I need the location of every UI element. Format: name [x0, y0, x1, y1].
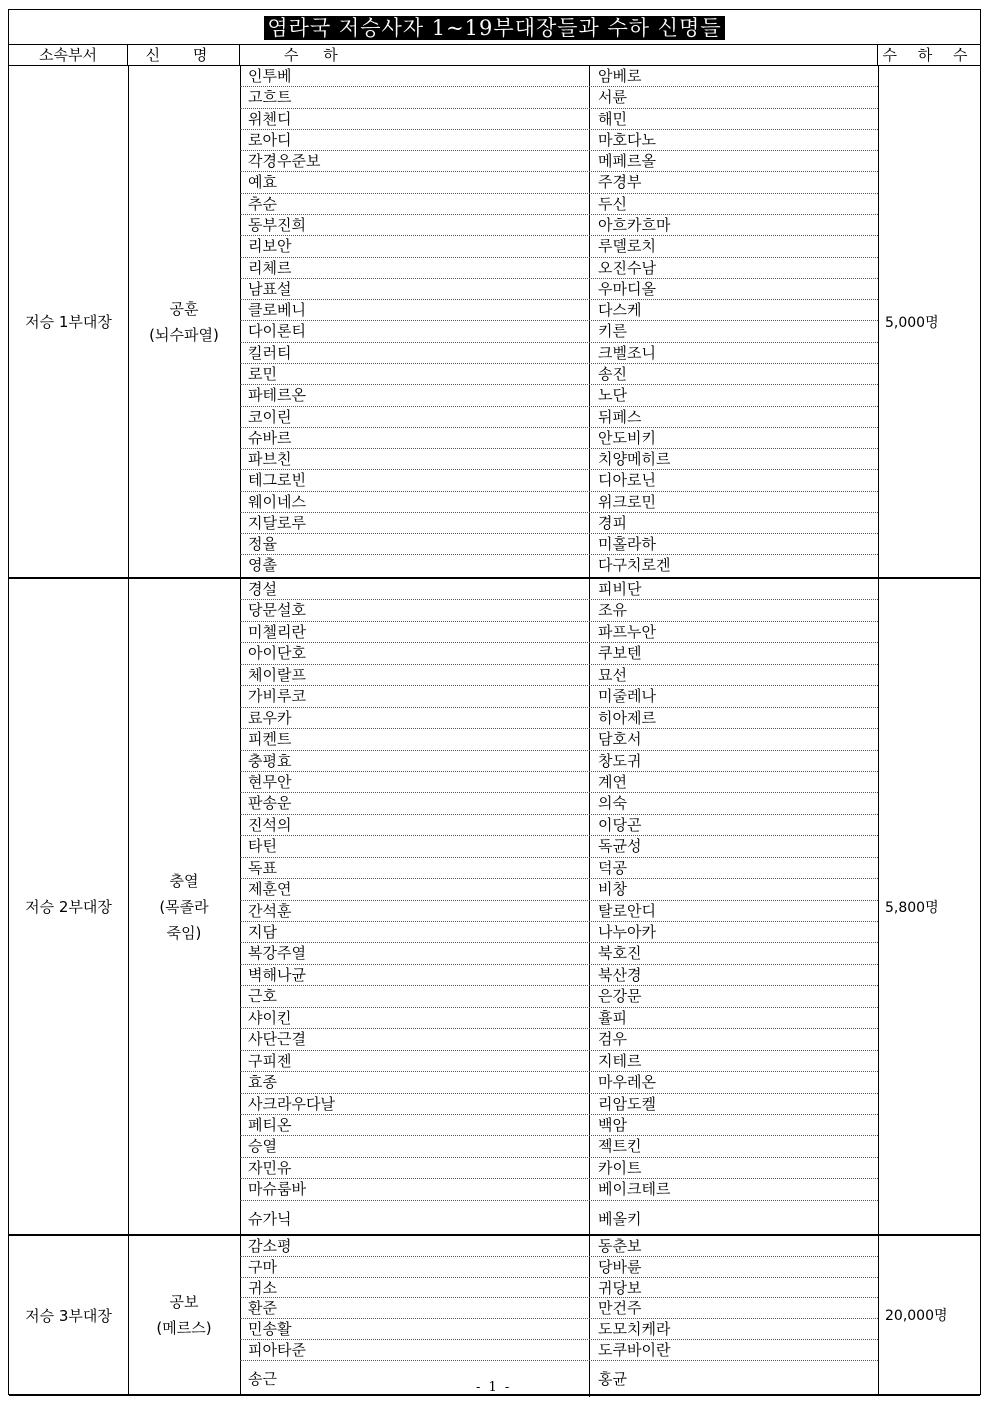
subordinate-name: 북산경 [589, 965, 641, 985]
subordinate-name: 나누아카 [589, 922, 656, 942]
subordinate-row [240, 364, 878, 385]
subordinate-name: 독균성 [589, 836, 641, 856]
subordinate-name: 이당곤 [589, 815, 641, 835]
subordinate-name: 복강주열 [248, 944, 306, 963]
subordinate-name: 리보안 [248, 237, 292, 256]
subordinate-row [240, 321, 878, 342]
god-description: (뇌수파열) [149, 325, 219, 344]
subordinate-row [240, 729, 878, 750]
unit-block [9, 579, 980, 1236]
subordinate-name: 민송활 [248, 1320, 292, 1339]
subordinate-name: 판송운 [248, 794, 292, 813]
subordinate-row [240, 1029, 878, 1050]
subordinate-name: 조유 [589, 600, 627, 620]
subordinate-name: 쿠보텐 [589, 643, 641, 663]
subordinate-name: 사단근결 [248, 1030, 306, 1049]
subordinate-row [240, 1136, 878, 1157]
subordinate-name: 마슈룸바 [248, 1180, 306, 1199]
subordinate-name: 예효 [248, 173, 277, 192]
subordinate-name: 탈로안디 [589, 901, 656, 921]
subordinate-name: 피켄트 [248, 730, 292, 749]
unit-block [9, 66, 980, 579]
subordinate-row [240, 901, 878, 922]
subordinate-name: 감소평 [248, 1237, 292, 1255]
subordinate-name: 덕공 [589, 858, 627, 878]
subordinate-row [240, 965, 878, 986]
subordinate-row [240, 1115, 878, 1136]
subordinate-name: 묘선 [589, 665, 627, 685]
subordinate-name: 사크라우다날 [248, 1094, 335, 1113]
document-sheet [8, 9, 981, 1395]
subordinate-row [240, 708, 878, 729]
subordinate-name: 승열 [248, 1137, 277, 1156]
subordinate-row [240, 385, 878, 406]
subordinate-name: 슈가닉 [248, 1209, 292, 1228]
subordinate-row [240, 686, 878, 707]
subordinate-name: 현무안 [248, 772, 292, 791]
subordinate-row [240, 194, 878, 215]
god-cell [128, 1236, 241, 1394]
god-name: 공보 [169, 1293, 199, 1311]
subordinate-row [240, 751, 878, 772]
subordinate-name: 담호서 [589, 729, 641, 749]
subordinate-name: 로민 [248, 364, 277, 383]
subordinate-name: 리체르 [248, 258, 292, 277]
god-cell [128, 66, 241, 577]
subordinate-name: 로아디 [248, 130, 292, 149]
unit-block [9, 1236, 980, 1396]
subordinate-row [240, 66, 878, 87]
subordinate-name: 영촐 [248, 556, 277, 575]
subordinate-name: 킬러티 [248, 343, 292, 362]
subordinate-row [240, 1072, 878, 1093]
subordinate-name: 우마디올 [589, 279, 656, 299]
subordinate-row [240, 87, 878, 108]
subordinate-row [240, 279, 878, 300]
subordinate-name: 구피젠 [248, 1051, 292, 1070]
subordinate-name: 슈바르 [248, 428, 292, 447]
subordinate-name: 서륜 [589, 87, 627, 107]
subordinate-name: 인투베 [248, 67, 292, 85]
subordinate-row [240, 1051, 878, 1072]
subordinate-row [240, 513, 878, 534]
subordinate-name: 환준 [248, 1299, 277, 1318]
subordinate-name: 파프누안 [589, 622, 656, 642]
subordinate-row [240, 492, 878, 513]
subordinate-name: 가비루코 [248, 687, 306, 706]
subordinate-row [240, 600, 878, 621]
subordinate-name: 당문설호 [248, 601, 306, 620]
subordinate-name: 다구치로겐 [589, 555, 670, 576]
subordinate-name: 아이단호 [248, 644, 306, 663]
subordinate-name: 메페르올 [589, 151, 656, 171]
subordinate-row [240, 1319, 878, 1340]
subordinate-row [240, 858, 878, 879]
subordinate-row [240, 1158, 878, 1179]
header-subordinates: 수 하 [240, 45, 878, 66]
subordinate-name: 구마 [248, 1257, 277, 1276]
subordinate-row [240, 1340, 878, 1361]
subordinate-name: 오진수남 [589, 258, 656, 278]
header-count: 수 하 수 [878, 45, 980, 66]
god-description: (목졸라 [159, 897, 209, 916]
subordinate-row [240, 986, 878, 1007]
dept-cell: 저승 2부대장 [9, 579, 129, 1234]
subordinate-name: 비창 [589, 879, 627, 899]
subordinate-name: 피비단 [589, 579, 641, 599]
subordinate-name: 다이론티 [248, 322, 306, 341]
subordinate-list [240, 1236, 879, 1394]
god-name: 공훈 [169, 299, 199, 318]
subordinate-row [240, 130, 878, 151]
subordinate-name: 암베로 [589, 66, 641, 86]
subordinate-name: 만건주 [589, 1298, 641, 1318]
subordinate-name: 도모치케라 [589, 1319, 670, 1339]
subordinate-name: 젝트킨 [589, 1136, 641, 1156]
dept-cell: 저승 1부대장 [9, 66, 129, 577]
subordinate-row [240, 172, 878, 193]
subordinate-row [240, 815, 878, 836]
subordinate-name: 주경부 [589, 172, 641, 192]
subordinate-name: 크벨조니 [589, 343, 656, 363]
subordinate-row [240, 1236, 878, 1257]
subordinate-row [240, 622, 878, 643]
subordinate-name: 은강문 [589, 986, 641, 1006]
subordinate-row [240, 151, 878, 172]
subordinate-row [240, 109, 878, 130]
subordinate-row [240, 258, 878, 279]
subordinate-name: 마우레온 [589, 1072, 656, 1092]
subordinate-name: 미홀라하 [589, 534, 656, 554]
subordinate-row [240, 836, 878, 857]
subordinate-name: 샤이킨 [248, 1008, 292, 1027]
subordinate-name: 송진 [589, 364, 627, 384]
subordinate-row [240, 943, 878, 964]
subordinate-name: 노단 [589, 385, 627, 405]
subordinate-name: 검우 [589, 1029, 627, 1049]
subordinate-row [240, 215, 878, 236]
subordinate-name: 벽해나균 [248, 965, 306, 984]
subordinate-list [240, 579, 879, 1234]
subordinate-name: 키른 [589, 321, 627, 341]
subordinate-name: 위첸디 [248, 109, 292, 128]
subordinate-name: 귀당보 [589, 1278, 641, 1298]
subordinate-name: 다스케 [589, 300, 641, 320]
subordinate-name: 진석의 [248, 815, 292, 834]
subordinate-row [240, 1179, 878, 1200]
subordinate-name: 지달로루 [248, 513, 306, 532]
subordinate-name: 경피 [589, 513, 627, 533]
god-name: 충열 [169, 871, 199, 890]
subordinate-row [240, 300, 878, 321]
subordinate-name: 귀소 [248, 1278, 277, 1297]
subordinate-name: 타틴 [248, 837, 277, 856]
subordinate-name: 웨이네스 [248, 492, 306, 511]
subordinate-name: 동부진희 [248, 215, 306, 234]
subordinate-row [240, 579, 878, 600]
subordinate-name: 베이크테르 [589, 1179, 670, 1199]
dept-cell: 저승 3부대장 [9, 1236, 129, 1394]
subordinate-row [240, 879, 878, 900]
subordinate-name: 경설 [248, 580, 277, 598]
subordinate-name: 뒤페스 [589, 407, 641, 427]
subordinate-name: 미첼리란 [248, 622, 306, 641]
subordinate-name: 피아타준 [248, 1341, 306, 1360]
subordinate-name: 충평효 [248, 751, 292, 770]
subordinate-row [240, 922, 878, 943]
subordinate-name: 북호진 [589, 943, 641, 963]
god-description: 죽임) [166, 923, 202, 942]
subordinate-name: 계연 [589, 772, 627, 792]
god-description: (메르스) [156, 1319, 212, 1337]
subordinate-row [240, 407, 878, 428]
subordinate-name: 마호다노 [589, 130, 656, 150]
subordinate-name: 히아제르 [589, 708, 656, 728]
subordinate-name: 창도귀 [589, 751, 641, 771]
subordinate-name: 홍균 [589, 1361, 627, 1397]
count-cell: 20,000명 [885, 1308, 948, 1324]
title-row [9, 10, 980, 45]
subordinate-row [240, 1201, 878, 1234]
subordinate-row [240, 1008, 878, 1029]
page-number: - 1 - [476, 1380, 512, 1395]
subordinate-row [240, 534, 878, 555]
subordinate-name: 페티온 [248, 1115, 292, 1134]
subordinate-name: 고흐트 [248, 88, 292, 107]
subordinate-row [240, 555, 878, 576]
subordinate-name: 베올키 [589, 1201, 641, 1237]
god-cell [128, 579, 241, 1234]
subordinate-name: 파브친 [248, 450, 292, 469]
header-dept: 소속부서 [9, 45, 128, 66]
document-title: 염라국 저승사자 1~19부대장들과 수하 신명들 [264, 16, 724, 40]
subordinate-name: 디아로닌 [589, 470, 656, 490]
subordinate-name: 추순 [248, 194, 277, 213]
subordinate-name: 지테르 [589, 1051, 641, 1071]
subordinate-row [240, 1278, 878, 1299]
subordinate-name: 치양메히르 [589, 449, 670, 469]
subordinate-name: 각경우준보 [248, 152, 321, 171]
subordinate-name: 자민유 [248, 1158, 292, 1177]
subordinate-name: 체이랄프 [248, 665, 306, 684]
subordinate-row [240, 1257, 878, 1278]
subordinate-name: 코이린 [248, 407, 292, 426]
subordinate-name: 정율 [248, 535, 277, 554]
subordinate-row [240, 772, 878, 793]
subordinate-name: 당바륜 [589, 1257, 641, 1277]
subordinate-name: 효종 [248, 1073, 277, 1092]
subordinate-row [240, 343, 878, 364]
subordinate-row [240, 1298, 878, 1319]
subordinate-name: 독표 [248, 858, 277, 877]
subordinate-name: 루델로치 [589, 236, 656, 256]
subordinate-row [240, 470, 878, 491]
subordinate-row [240, 236, 878, 257]
subordinate-name: 동춘보 [589, 1236, 641, 1256]
subordinate-name: 의숙 [589, 793, 627, 813]
subordinate-name: 클로베니 [248, 301, 306, 320]
subordinate-name: 간석훈 [248, 901, 292, 920]
subordinate-list [240, 66, 879, 577]
subordinate-name: 안도비키 [589, 428, 656, 448]
subordinate-row [240, 643, 878, 664]
count-cell: 5,000명 [885, 314, 939, 331]
subordinate-name: 해민 [589, 109, 627, 129]
subordinate-name: 지담 [248, 923, 277, 941]
subordinate-name: 아흐카흐마 [589, 215, 670, 235]
subordinate-row [240, 449, 878, 470]
subordinate-name: 료우카 [248, 708, 292, 727]
subordinate-name: 카이트 [589, 1158, 641, 1178]
subordinate-name: 휼피 [589, 1008, 627, 1028]
subordinate-row [240, 1094, 878, 1115]
subordinate-row [240, 665, 878, 686]
subordinate-name: 백암 [589, 1115, 627, 1135]
subordinate-name: 미줄레나 [589, 686, 656, 706]
count-cell: 5,800명 [885, 899, 939, 916]
subordinate-name: 두신 [589, 194, 627, 214]
subordinate-name: 도쿠바이란 [589, 1340, 670, 1360]
subordinate-name: 테그로빈 [248, 471, 306, 490]
subordinate-name: 남표설 [248, 279, 292, 298]
subordinate-name: 파테르온 [248, 386, 306, 405]
subordinate-row [240, 1361, 878, 1394]
subordinate-name: 근호 [248, 987, 277, 1006]
subordinate-name: 위크로민 [589, 492, 656, 512]
subordinate-row [240, 428, 878, 449]
subordinate-name: 리암도켈 [589, 1094, 656, 1114]
subordinate-name: 송근 [248, 1369, 277, 1388]
subordinate-row [240, 793, 878, 814]
header-god: 신 명 [128, 45, 240, 66]
subordinate-name: 제훈연 [248, 880, 292, 899]
